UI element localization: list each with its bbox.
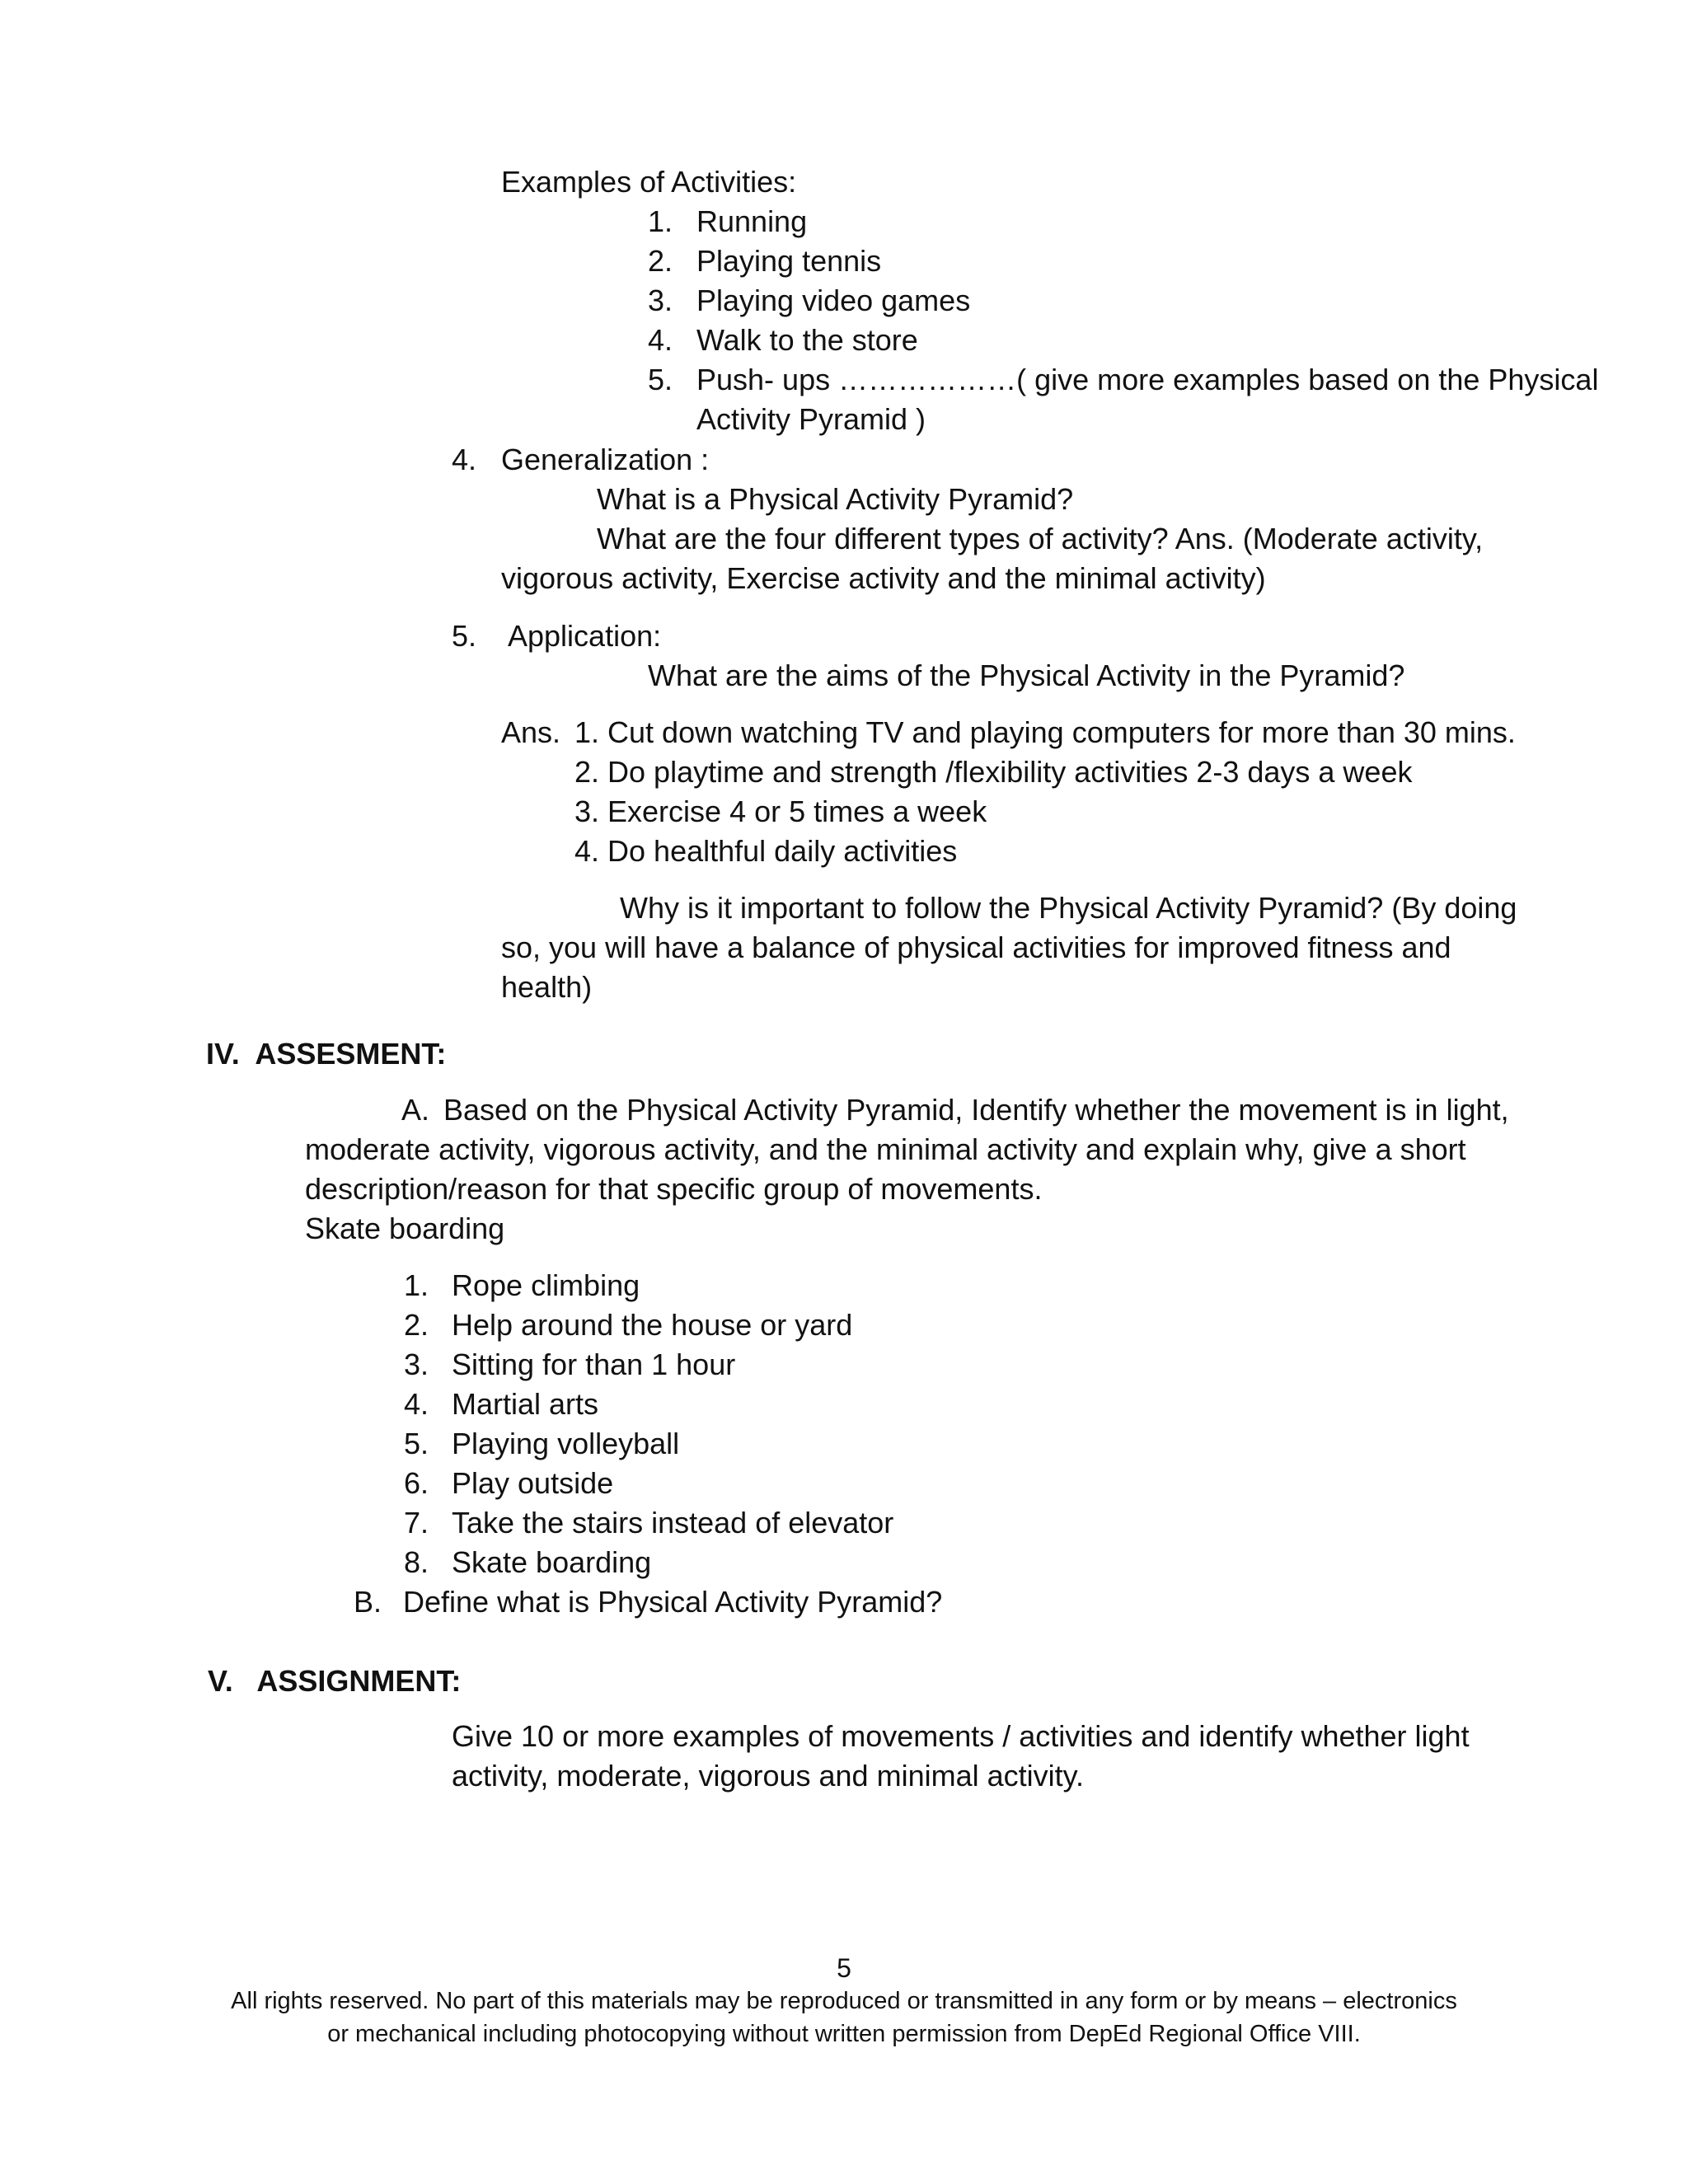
application-label: Application: — [508, 619, 662, 653]
assessment-a-continuation: description/reason for that specific group of movements. — [305, 1172, 1043, 1206]
copyright-notice: All rights reserved. No part of this materials may be reproduced or transmitted in any form or by means – electronics — [231, 1988, 1457, 2014]
generalization-answer: vigorous activity, Exercise activity and the minimal activity) — [501, 561, 1266, 595]
assessment-a-continuation: Skate boarding — [305, 1212, 505, 1245]
answer-item: 4. Do healthful daily activities — [574, 834, 958, 868]
generalization-label: Generalization : — [501, 443, 710, 476]
application-why: Why is it important to follow the Physical Activity Pyramid? (By doing — [620, 891, 1517, 925]
list-item-text: Walk to the store — [696, 323, 918, 357]
assessment-a-continuation: moderate activity, vigorous activity, and the minimal activity and explain why, give a short — [305, 1132, 1466, 1166]
list-item-text: Playing volleyball — [452, 1427, 680, 1460]
section-number: 5. — [452, 619, 477, 653]
application-question: What are the aims of the Physical Activity in the Pyramid? — [648, 658, 1405, 692]
list-item-number: 5. — [404, 1427, 429, 1460]
list-item-text: Help around the house or yard — [452, 1308, 853, 1342]
list-item-text: Push- ups ………………( give more examples based on the Physical — [696, 363, 1599, 396]
list-item-text: Sitting for than 1 hour — [452, 1347, 736, 1381]
answer-label: Ans. — [501, 715, 561, 749]
page-number: 5 — [837, 1953, 851, 1983]
list-item-number: 2. — [648, 244, 673, 278]
generalization-question: What are the four different types of activity? Ans. (Moderate activity, — [597, 522, 1484, 555]
application-why-continuation: health) — [501, 970, 593, 1004]
list-item-number: 8. — [404, 1545, 429, 1579]
list-item-number: 3. — [404, 1347, 429, 1381]
list-item-number: 3. — [648, 284, 673, 317]
list-item-continuation: Activity Pyramid ) — [696, 402, 926, 436]
list-item-text: Play outside — [452, 1466, 614, 1500]
list-item-number: 2. — [404, 1308, 429, 1342]
generalization-question: What is a Physical Activity Pyramid? — [597, 482, 1074, 516]
copyright-notice: or mechanical including photocopying without written permission from DepEd Regional Office VIII. — [327, 2021, 1361, 2047]
list-item-number: 1. — [648, 204, 673, 238]
list-item-text: Playing tennis — [696, 244, 882, 278]
section-number: 4. — [452, 443, 477, 476]
list-item-number: 6. — [404, 1466, 429, 1500]
assessment-b-text: Define what is Physical Activity Pyramid? — [403, 1585, 943, 1619]
answer-item: 1. Cut down watching TV and playing computers for more than 30 mins. — [574, 715, 1516, 749]
answer-item: 2. Do playtime and strength /flexibility activities 2-3 days a week — [574, 755, 1413, 789]
assignment-heading: V. ASSIGNMENT: — [208, 1664, 462, 1698]
list-item-text: Running — [696, 204, 808, 238]
assessment-heading: IV. ASSESMENT: — [206, 1037, 447, 1071]
list-item-text: Playing video games — [696, 284, 971, 317]
list-item-text: Martial arts — [452, 1387, 599, 1421]
assignment-text: Give 10 or more examples of movements / activities and identify whether light — [452, 1719, 1470, 1753]
assessment-a-text: Based on the Physical Activity Pyramid, Identify whether the movement is in light, — [443, 1093, 1509, 1127]
assessment-a-label: A. — [401, 1093, 430, 1127]
list-item-number: 7. — [404, 1506, 429, 1540]
list-item-text: Skate boarding — [452, 1545, 652, 1579]
list-item-text: Take the stairs instead of elevator — [452, 1506, 894, 1540]
application-why-continuation: so, you will have a balance of physical activities for improved fitness and — [501, 930, 1451, 964]
list-item-number: 5. — [648, 363, 673, 396]
assignment-text: activity, moderate, vigorous and minimal activity. — [452, 1759, 1084, 1793]
list-item-number: 4. — [404, 1387, 429, 1421]
list-item-text: Rope climbing — [452, 1268, 640, 1302]
examples-heading: Examples of Activities: — [501, 165, 797, 199]
list-item-number: 4. — [648, 323, 673, 357]
answer-item: 3. Exercise 4 or 5 times a week — [574, 794, 987, 828]
assessment-b-label: B. — [354, 1585, 382, 1619]
list-item-number: 1. — [404, 1268, 429, 1302]
